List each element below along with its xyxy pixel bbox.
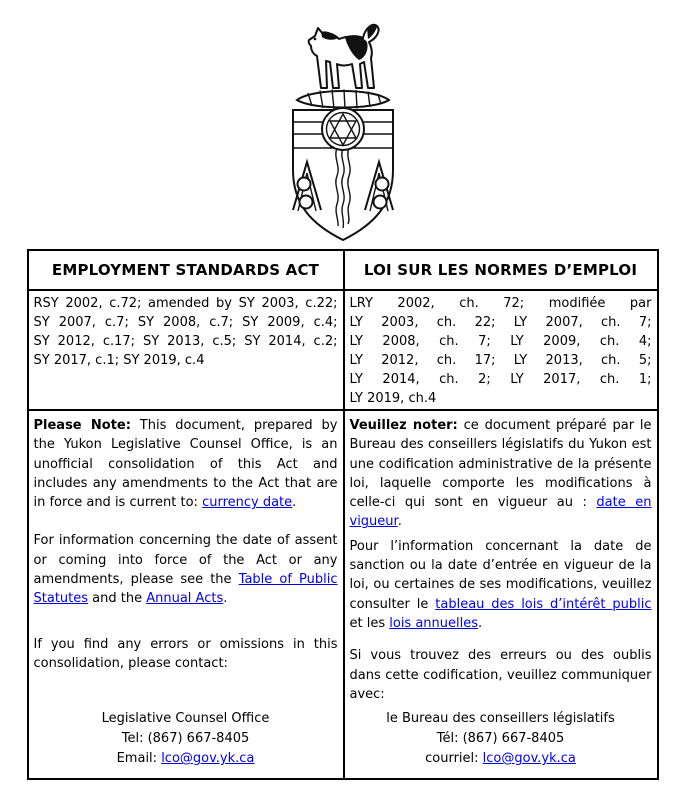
- veuillez-noter-paragraph: Veuillez noter: ce document préparé par le Bureau des conseillers législatifs du Yukon est une codification administrative de la présente loi, laquelle comporte les modifications à celle-ci qui sont en vigueur au : date en vigueur.: [349, 418, 652, 530]
- title-fr: LOI SUR LES NORMES D’EMPLOI: [343, 251, 657, 289]
- citation-line: LRY 2002, ch. 72; modifiée par: [349, 296, 652, 311]
- table-of-public-statutes-link[interactable]: Table of Public Statutes: [33, 572, 338, 607]
- email-link-en[interactable]: lco@gov.yk.ca: [161, 751, 255, 766]
- notes-row: [29, 409, 657, 778]
- citation-line: LY 2019, ch.4: [349, 391, 437, 406]
- citations-row: [29, 289, 657, 409]
- annual-acts-link[interactable]: Annual Acts: [146, 591, 224, 607]
- document-page: [0, 12, 685, 808]
- sanction-info-paragraph: Pour l’information concernant la date de sanction ou la date d’entrée en vigueur de la loi, ou certaines de ses modifications, veuillez consulter le tableau des lois d’intérêt public et les lois annuelles.: [349, 538, 652, 631]
- yukon-coat-of-arms: [263, 12, 423, 248]
- citation-line: SY 2012, c.17; SY 2013, c.5; SY 2014, c.2;: [33, 334, 338, 349]
- contact-email-line: [34, 749, 338, 769]
- contact-phone: Tel: (867) 667-8405: [121, 731, 250, 746]
- citations-fr: [343, 291, 657, 409]
- contact-block-fr: [350, 709, 652, 769]
- contact-office: le Bureau des conseillers législatifs: [386, 711, 615, 726]
- email-label: courriel:: [425, 751, 483, 766]
- email-link-fr[interactable]: lco@gov.yk.ca: [482, 751, 576, 766]
- title-en: EMPLOYMENT STANDARDS ACT: [51, 261, 320, 279]
- contact-office: Legislative Counsel Office: [101, 711, 270, 726]
- currency-date-link[interactable]: currency date: [202, 495, 293, 511]
- title-row: [29, 251, 657, 289]
- notes-fr: [343, 411, 657, 778]
- citation-line: LY 2008, ch. 7; LY 2009, ch. 4;: [349, 334, 652, 349]
- lois-annuelles-link[interactable]: lois annuelles: [389, 615, 479, 631]
- contact-block-en: [34, 709, 338, 769]
- contact-email-line: [350, 749, 652, 769]
- assent-info-paragraph: For information concerning the date of assent or coming into force of the Act or any amendments, please see the Table of Public Statutes and the Annual Acts.: [33, 533, 338, 607]
- errors-paragraph: If you find any errors or omissions in this consolidation, please contact:: [33, 636, 338, 671]
- please-note-label: Please Note:: [33, 418, 131, 433]
- contact-phone: Tél: (867) 667-8405: [436, 731, 565, 746]
- date-en-vigueur-link[interactable]: date en vigueur: [349, 495, 652, 530]
- bilingual-table: [27, 249, 659, 780]
- citation-line: SY 2017, c.1; SY 2019, c.4: [33, 353, 205, 368]
- citation-line: SY 2007, c.7; SY 2008, c.7; SY 2009, c.4;: [33, 315, 338, 330]
- notes-en: [29, 411, 343, 778]
- roundel-icon: [322, 108, 364, 150]
- shield-icon: [293, 108, 393, 240]
- email-label: Email:: [116, 751, 162, 766]
- veuillez-noter-label: Veuillez noter:: [349, 418, 458, 433]
- tableau-des-lois-link[interactable]: tableau des lois d’intérêt public: [435, 596, 652, 612]
- coat-of-arms-icon: [263, 12, 423, 244]
- citation-line: LY 2014, ch. 2; LY 2017, ch. 1;: [349, 372, 652, 387]
- wreath-icon: [297, 90, 389, 110]
- please-note-paragraph: Please Note: This document, prepared by the Yukon Legislative Counsel Office, is an unofficial consolidation of this Act and includes any amendments to the Act that are in force and is current to: currency date.: [33, 418, 338, 511]
- citation-line: RSY 2002, c.72; amended by SY 2003, c.22;: [33, 296, 338, 311]
- citation-line: LY 2003, ch. 22; LY 2007, ch. 7;: [349, 315, 652, 330]
- erreurs-paragraph: Si vous trouvez des erreurs ou des oublis dans cette codification, veuillez communiquer avec:: [349, 648, 652, 702]
- citation-line: LY 2012, ch. 17; LY 2013, ch. 5;: [349, 353, 652, 368]
- husky-dog-icon: [308, 25, 378, 89]
- citations-en: [29, 291, 343, 409]
